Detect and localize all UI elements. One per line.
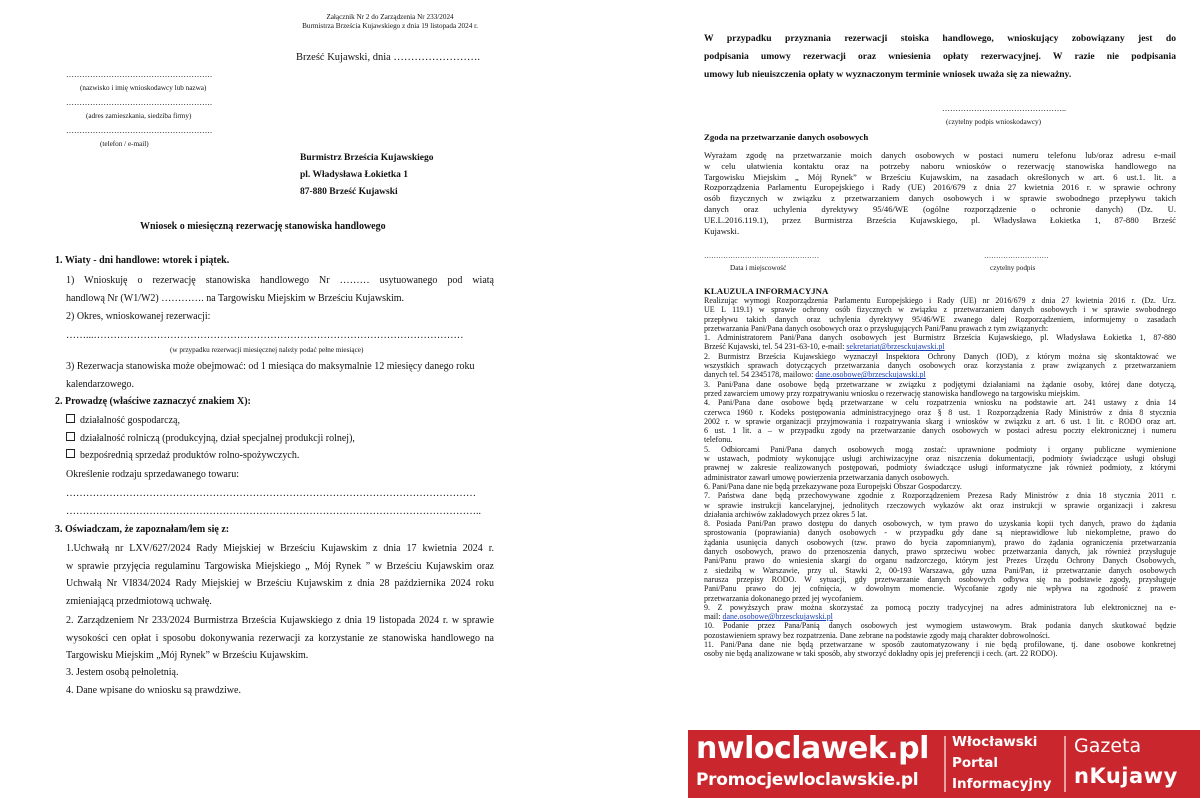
rodo-line: telefonu. [704, 435, 733, 445]
consent-signature-caption: czytelny podpis [990, 264, 1036, 272]
rodo-line: przetwarzania dokonanego przed jej wycofaniem. [704, 593, 864, 603]
date-place-caption: Data i miejscowość [730, 264, 787, 272]
goods-type-label: Określenie rodzaju sprzedawanego towaru: [66, 469, 239, 480]
rodo-line: 6. Pani/Pana dane nie będą przekazywane poza Europejski Obszar Gospodarczy. [704, 481, 962, 491]
section3-item1-line4: zmieniającą przedmiotową uchwałę. [66, 595, 212, 607]
activity-options [66, 412, 355, 465]
applicant-contact-caption: (telefon / e-mail) [100, 140, 149, 148]
reservation-notice-line2: podpisania umowy rezerwacji oraz wniesienia opłaty rezerwacyjnej. W razie nie podpisania [704, 51, 1176, 62]
rodo-line: czerwca 1960 r. Kodeks postępowania administracyjnego oraz § 8 ust. 1 Rozporządzenia Rady Ministrów z dnia 8 stycznia [704, 407, 1176, 417]
banner-site-promocje[interactable]: Promocjewloclawskie.pl [696, 770, 919, 790]
applicant-signature-caption: (czytelny podpis wnioskodawcy) [946, 118, 1042, 126]
rodo-line: przetwarzania Pani/Pana danych osobowych oraz o przysługujących Pani/Panu prawach z tym związanych: [704, 323, 1049, 333]
rodo-line: przed zawarciem umowy przy rozpatrywaniu wniosku o rezerwację stanowiska handlowego na targowisku miejskim. [704, 388, 1080, 398]
rodo-line: 8. Posiada Pani/Pan prawo dostępu do danych osobowych, w tym prawo do uzyskania kopii tych danych, prawo do żądania [704, 519, 1176, 529]
banner-portal-line2: Portal [952, 755, 999, 771]
addressee-block [300, 150, 434, 201]
banner-portal-line3: Informacyjny [952, 776, 1052, 792]
rodo-line: Realizując wymogi Rozporządzenia Parlamentu Europejskiego i Rady (UE) nr 2016/679 z dnia 27 kwietnia 2016 r. (Dz. Urz. [704, 296, 1176, 305]
rodo-line: z siedzibą w Warszawie, przy ul. Stawki 2, 00-193 Warszawa, gdy uzna Pani/Pan, iż przetwarzanie danych osobowych [704, 565, 1176, 575]
consent-signature-field[interactable]: ……………………… [984, 252, 1049, 260]
rodo-line: w ustawach, podmioty wykonujące usługi archiwizacyjne oraz niszczenia dokumentacji, podmioty świadczące usługi obsługi [704, 454, 1176, 464]
rodo-line-with-email [704, 612, 1176, 621]
activity-option-business-label: działalność gospodarczą, [80, 415, 180, 426]
banner-gazeta-line2: nKujawy [1074, 764, 1178, 788]
section3-item1-line3: Uchwałą Nr VI834/2024 Rady Miejskiej w Brześciu Kujawskim z dnia 28 października 2024 roku [66, 578, 494, 589]
rodo-line: w sprawie instrukcji kancelaryjnej, jednolitych rzeczowych wykazów akt oraz instrukcji w sprawie organizacji i zakresu [704, 500, 1176, 510]
rodo-line: 2002 r. w sprawie organizacji przyjmowania i rozpatrywania skarg i wniosków w związku z art. 6 ust. 1 lit. c RODO oraz art. [704, 416, 1176, 426]
banner-sites[interactable] [694, 730, 944, 798]
consent-line3: Targowisku Miejskim „ Mój Rynek” w Brześciu Kujawskim, na zasadach określonych w art. 6 ust.1. lit. a [704, 171, 1176, 182]
reservation-notice-line1: W przypadku przyznania rezerwacji stoiska handlowego, wnioskujący zobowiązany jest do [704, 33, 1176, 44]
applicant-name-input[interactable]: ………………………………………………. [66, 70, 212, 79]
date-place-field[interactable]: ………………………………………… [704, 252, 819, 260]
section1-item3-line2: kalendarzowego. [66, 378, 135, 390]
section3-item4: 4. Dane wpisane do wniosku są prawdziwe. [66, 685, 241, 696]
section3-item3: 3. Jestem osobą pełnoletnią. [66, 667, 179, 678]
section3-heading: 3. Oświadczam, że zapoznałam/łem się z: [55, 524, 230, 535]
section1-item3 [66, 358, 494, 393]
addressee-line3: 87-880 Brześć Kujawski [300, 187, 398, 197]
rodo-line: pozostawieniem sprawy bez rozpatrzenia. Dane zebrane na podstawie zgody mają charakter dobrowolności. [704, 630, 1050, 640]
reservation-period-input[interactable]: ……...………………………………………………………………………………………………… [66, 330, 464, 341]
applicant-address-input[interactable]: ………………………………………………. [66, 98, 212, 107]
section1-item2-label: 2) Okres, wnioskowanej rezerwacji: [66, 311, 211, 322]
rodo-line: 2. Burmistrz Brześcia Kujawskiego wyznaczył Inspektora Ochrony Danych (IOD), z którym można się skontaktować we [704, 351, 1176, 361]
rodo-line-with-email [704, 370, 1176, 379]
rodo-line: działania archiwów zakładowych przez okres 5 lat. [704, 509, 868, 519]
rodo-line-text: Brześć Kujawski, tel. 54 231-63-10, e-mail: [704, 342, 847, 352]
banner-portal-line1: Włocławski [952, 734, 1038, 750]
rodo-line: prawnej w zakresie realizowanych postępowań, podmioty świadczące usługi informatyczne jak również podmioty, z którymi [704, 463, 1176, 473]
rodo-line: 6 ust. 1 lit. a – w przypadku zgody na przetwarzanie danych osobowych w postaci adresu poczty elektronicznej i numeru [704, 426, 1176, 436]
section3-item1-line2: w sprawie przyjęcia regulaminu Targowiska Miejskiego „ Mój Rynek ” w Brześciu Kujawskim oraz [66, 560, 494, 572]
activity-option-agriculture-label: działalność rolniczą (produkcyjną, dział specjalnej produkcji rolnej), [80, 432, 355, 444]
consent-heading: Zgoda na przetwarzanie danych osobowych [704, 132, 869, 142]
addressee-line1: Burmistrz Brześcia Kujawskiego [300, 153, 434, 163]
rodo-line: 4. Pani/Pana dane osobowe będą przetwarzane w celu rozpatrzenia wniosku na podstawie art. 241 ustawy z dnia 14 [704, 398, 1176, 408]
banner-site-nwloclawek[interactable]: nwloclawek.pl [696, 731, 929, 766]
rodo-line: osoby nie będą analizowane w taki sposób, aby stworzyć dokładny opis jej preferencji i cech. (art. 22 RODO). [704, 649, 1058, 659]
rodo-line-text: danych tel. 54 2345178, mailowo: [704, 370, 816, 380]
consent-line6: danych oraz uchylenia dyrektywy 95/46/WE (ogólne rozporządzenie o ochronie danych) (Dz. U. [704, 203, 1176, 214]
banner-divider [944, 736, 946, 792]
rodo-line: 11. Pani/Pana dane nie będą przetwarzane w sposób zautomatyzowany i nie będą profilowane, tj. dane osobowe konkretnej [704, 639, 1176, 649]
reservation-notice-line3: umowy lub nieuiszczenia opłaty w wyznaczonym terminie wniosek uważa się za nieważny. [704, 69, 1072, 80]
checkbox-agriculture[interactable] [66, 432, 75, 441]
rodo-line: sprostowania (poprawiania) danych osobowych - w przypadku gdy dane są nieprawidłowe lub niekompletne, prawo do [704, 528, 1176, 538]
activity-option-direct-sale[interactable] [66, 447, 355, 465]
banner-gazeta-line1: Gazeta [1074, 735, 1142, 757]
shelter-number-input[interactable]: handlową Nr (W1/W2) …………. na Targowisku Miejskim w Brześciu Kujawskim. [66, 292, 405, 304]
applicant-address-caption: (adres zamieszkania, siedziba firmy) [86, 112, 192, 120]
section1-item3-line1: 3) Rezerwacja stanowiska może obejmować: od 1 miesiąca do maksymalnie 12 miesięcy danego roku [66, 361, 475, 372]
rodo-line: 5. Odbiorcami Pani/Pana danych osobowych mogą zostać: uprawnione podmioty i organy publiczne wymienione [704, 444, 1176, 454]
consent-line7: UE.L.2016.119.1), przez Burmistrza Brześcia Kujawskiego, pl. Władysława Łokietka 1, 87-880 Brześć [704, 214, 1176, 225]
secretariat-email-link[interactable]: sekretariat@brzesckujawski.pl [846, 342, 945, 352]
banner-divider [1064, 736, 1066, 792]
rodo-line: 7. Państwa dane będą przechowywane zgodnie z Rozporządzeniem Prezesa Rady Ministrów z dnia 18 stycznia 2011 r. [704, 491, 1176, 501]
section1-item1 [66, 272, 494, 307]
goods-type-input-line2[interactable]: …………………………………………………………………………………………………………….. [66, 506, 481, 517]
reservation-period-caption: (w przypadku rezerwacji miesięcznej należy podać pełne miesiące) [170, 346, 364, 354]
section3-item2-line2: wysokości cen opłat i sposobu dokonywania rezerwacji za korzystanie ze stanowiska handlowego na [66, 632, 494, 644]
rodo-line: przepływu takich danych oraz uchylenia dyrektywy 95/46/WE zwanego dalej Rozporządzeniem, informujemy o zasadach [704, 314, 1176, 324]
rodo-line: Pani/Panu prawo do jej cofnięcia, w dowolnym momencie. Wycofanie zgody nie wpływa na zgodność z prawem [704, 584, 1176, 594]
consent-line4: Rozporządzenia Parlamentu Europejskiego i Rady (UE) 2016/679 z dnia 27 kwietnia 2016 r. w sprawie ochrony [704, 182, 1176, 193]
section2-heading: 2. Prowadzę (właściwe zaznaczyć znakiem X): [55, 396, 251, 407]
consent-and-rodo-page [680, 0, 1200, 730]
activity-option-direct-sale-label: bezpośrednią sprzedaż produktów rolno-spożywczych. [80, 450, 300, 461]
rodo-line-text: mail: [704, 612, 723, 622]
applicant-contact-input[interactable]: ………………………………………………. [66, 126, 212, 135]
applicant-fields [66, 70, 236, 149]
attachment-header [280, 13, 500, 31]
rodo-line: Pani/Panu prawo do wniesienia skargi do organu nadzorczego, którym jest Prezes Urzędu Ochrony Danych Osobowych, [704, 556, 1176, 566]
activity-option-agriculture[interactable] [66, 430, 355, 448]
section3-item2-line1: 2. Zarządzeniem Nr 233/2024 Burmistrza Brześcia Kujawskiego z dnia 19 listopada 2024 r. w sprawie [66, 615, 494, 626]
rodo-line: narusza przepisy RODO. W sytuacji, gdy przetwarzanie danych osobowych odbywa się na podstawie zgody, przysługuje [704, 574, 1176, 584]
rodo-line: żądania usunięcia danych osobowych (tzw. prawo do bycia zapomnianym), prawo do żądania ograniczenia przetwarzania [704, 537, 1176, 547]
rodo-line: danych osobowych, prawo do przenoszenia danych, prawo sprzeciwu wobec przetwarzania danych, jak również przysługuje [704, 547, 1176, 557]
section3-item2-line3: Targowisku Miejskim „Mój Rynek” w Brześciu Kujawskim. [66, 650, 309, 661]
iod-email-link-2[interactable]: dane.osobowe@brzesckujawski.pl [722, 612, 833, 622]
banner-gazeta[interactable] [1072, 730, 1196, 798]
applicant-signature-field[interactable]: ……………………………………….. [942, 104, 1066, 113]
section1-heading: 1. Wiaty - dni handlowe: wtorek i piątek. [55, 255, 230, 266]
rodo-line: administrator zawarł umowę powierzenia przetwarzania danych osobowych. [704, 472, 950, 482]
rodo-line: 9. Z powyższych praw można skorzystać za pomocą poczty tradycyjnej na adres administratora lub elektronicznej na e- [704, 602, 1176, 612]
section3-item1 [66, 540, 494, 610]
section3-item2 [66, 612, 494, 665]
place-date-field[interactable]: Brześć Kujawski, dnia ……………………. [296, 52, 481, 63]
attachment-header-line2: Burmistrza Brześcia Kujawskiego z dnia 19 listopada 2024 r. [302, 22, 478, 30]
goods-type-input-line1[interactable]: …………………………………………………………………………………………………………… [66, 488, 476, 499]
news-portal-banner[interactable] [688, 730, 1200, 798]
section3-item1-line1: 1.Uchwałą nr LXV/627/2024 Rady Miejskiej w Brześciu Kujawskim z dnia 17 kwietnia 2024 r. [66, 543, 494, 554]
checkbox-business[interactable] [66, 414, 75, 423]
consent-line1: Wyrażam zgodę na przetwarzanie moich danych osobowych w postaci numeru telefonu lub/oraz adresu e-mail [704, 150, 1176, 160]
consent-line5: osób fizycznych w związku z przetwarzaniem danych osobowych i w sprawie swobodnego przepływu takich [704, 193, 1176, 204]
rodo-line: 1. Administratorem Pani/Pana danych osobowych jest Burmistrz Brześcia Kujawskiego, pl. Władysława Łokietka 1, 87-880 [704, 333, 1176, 343]
activity-option-business[interactable] [66, 412, 355, 430]
iod-email-link[interactable]: dane.osobowe@brzesckujawski.pl [815, 370, 926, 380]
stall-number-input[interactable]: 1) Wnioskuję o rezerwację stanowiska handlowego Nr ……… usytuowanego pod wiatą [66, 275, 494, 286]
rodo-line-with-email [704, 342, 1176, 351]
applicant-name-caption: (nazwisko i imię wnioskodawcy lub nazwa) [80, 84, 207, 92]
rodo-line: UE L 119.1) w sprawie ochrony osób fizycznych w związku z przetwarzaniem danych osobowych i w sprawie swobodnego [704, 305, 1176, 315]
form-title: Wniosek o miesięczną rezerwację stanowiska handlowego [140, 221, 386, 232]
banner-portal-label [952, 730, 1062, 798]
consent-line2: w celu ułatwienia kontaktu oraz na potrzeby naboru wniosków o rezerwację stanowiska handlowego na [704, 160, 1176, 171]
rodo-clause [704, 296, 1176, 659]
consent-line8: Kujawski. [704, 225, 740, 236]
rodo-line: wszystkich sprawach dotyczących przetwarzania danych osobowych oraz korzystania z praw związanych z przetwarzaniem [704, 361, 1176, 371]
consent-text [704, 150, 1176, 236]
attachment-header-line1: Załącznik Nr 2 do Zarządzenia Nr 233/2024 [326, 13, 454, 21]
addressee-line2: pl. Władysława Łokietka 1 [300, 170, 409, 180]
rodo-line: 10. Podanie przez Pana/Panią danych osobowych jest wymogiem ustawowym. Brak podania danych skutkować będzie [704, 621, 1176, 631]
checkbox-direct-sale[interactable] [66, 449, 75, 458]
rodo-heading: KLAUZULA INFORMACYJNA [704, 286, 829, 296]
rodo-line: 3. Pani/Pana dane osobowe będą przetwarzane w związku z podjętymi działaniami na żądanie osoby, której dane dotyczą, [704, 379, 1176, 389]
reservation-notice [704, 30, 1176, 84]
